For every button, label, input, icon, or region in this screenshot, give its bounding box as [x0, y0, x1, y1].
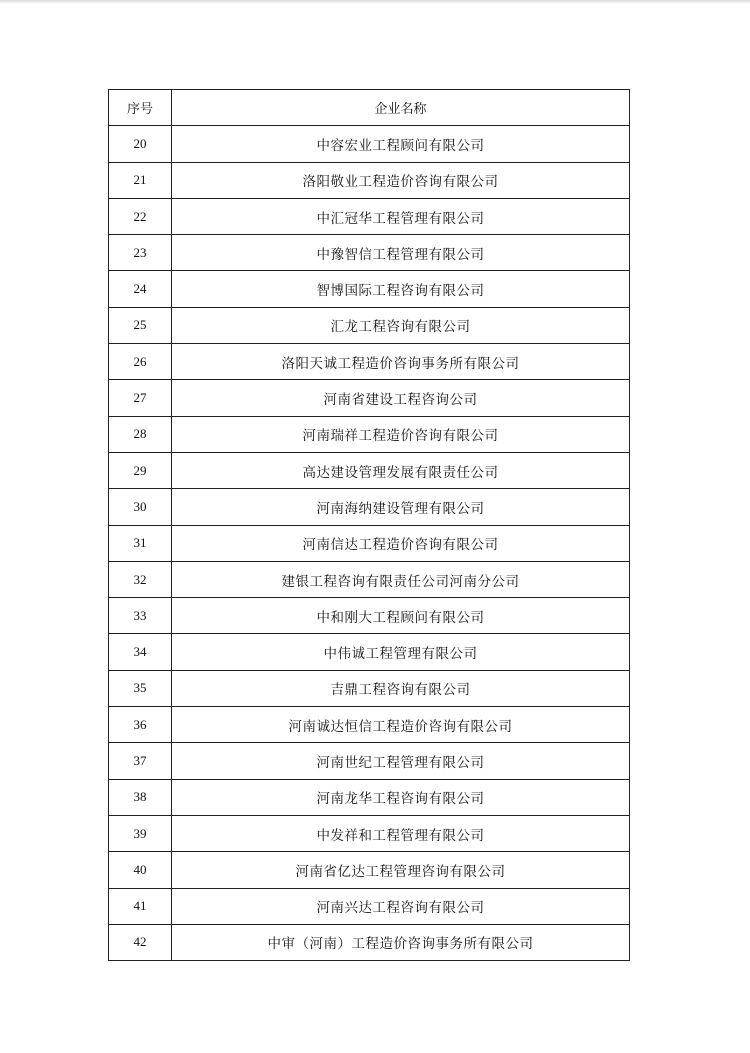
row-number: 26 — [109, 344, 172, 380]
table-row — [109, 416, 630, 452]
table-row — [109, 525, 630, 561]
table-row — [109, 344, 630, 380]
row-number: 36 — [109, 707, 172, 743]
row-number: 31 — [109, 525, 172, 561]
header-name: 企业名称 — [172, 90, 630, 126]
table-body — [109, 126, 630, 961]
row-number: 30 — [109, 489, 172, 525]
company-name: 中汇冠华工程管理有限公司 — [172, 198, 630, 234]
row-number: 40 — [109, 852, 172, 888]
row-number: 20 — [109, 126, 172, 162]
company-name: 河南兴达工程咨询有限公司 — [172, 888, 630, 924]
row-number: 27 — [109, 380, 172, 416]
row-number: 41 — [109, 888, 172, 924]
table-row — [109, 235, 630, 271]
company-name: 洛阳天诚工程造价咨询事务所有限公司 — [172, 344, 630, 380]
row-number: 32 — [109, 561, 172, 597]
row-number: 22 — [109, 198, 172, 234]
company-name: 智博国际工程咨询有限公司 — [172, 271, 630, 307]
company-name: 高达建设管理发展有限责任公司 — [172, 452, 630, 488]
row-number: 29 — [109, 452, 172, 488]
company-name: 河南诚达恒信工程造价咨询有限公司 — [172, 707, 630, 743]
row-number: 25 — [109, 307, 172, 343]
company-name: 汇龙工程咨询有限公司 — [172, 307, 630, 343]
page-top-edge — [0, 0, 750, 4]
company-name: 中伟诚工程管理有限公司 — [172, 634, 630, 670]
company-table-wrapper — [108, 89, 629, 961]
row-number: 21 — [109, 162, 172, 198]
company-name: 中审（河南）工程造价咨询事务所有限公司 — [172, 924, 630, 960]
table-row — [109, 670, 630, 706]
company-name: 河南省亿达工程管理咨询有限公司 — [172, 852, 630, 888]
table-row — [109, 598, 630, 634]
row-number: 35 — [109, 670, 172, 706]
row-number: 23 — [109, 235, 172, 271]
row-number: 24 — [109, 271, 172, 307]
header-number: 序号 — [109, 90, 172, 126]
row-number: 39 — [109, 815, 172, 851]
company-name: 中豫智信工程管理有限公司 — [172, 235, 630, 271]
table-row — [109, 126, 630, 162]
table-row — [109, 307, 630, 343]
company-name: 河南瑞祥工程造价咨询有限公司 — [172, 416, 630, 452]
row-number: 28 — [109, 416, 172, 452]
table-row — [109, 924, 630, 960]
table-row — [109, 888, 630, 924]
company-name: 中和刚大工程顾问有限公司 — [172, 598, 630, 634]
table-row — [109, 852, 630, 888]
table-row — [109, 561, 630, 597]
table-row — [109, 271, 630, 307]
company-name: 河南省建设工程咨询公司 — [172, 380, 630, 416]
table-header-row — [109, 90, 630, 126]
company-table — [108, 89, 630, 961]
row-number: 34 — [109, 634, 172, 670]
row-number: 42 — [109, 924, 172, 960]
company-name: 河南信达工程造价咨询有限公司 — [172, 525, 630, 561]
table-row — [109, 815, 630, 851]
company-name: 河南海纳建设管理有限公司 — [172, 489, 630, 525]
company-name: 洛阳敬业工程造价咨询有限公司 — [172, 162, 630, 198]
table-row — [109, 707, 630, 743]
company-name: 吉鼎工程咨询有限公司 — [172, 670, 630, 706]
company-name: 河南世纪工程管理有限公司 — [172, 743, 630, 779]
table-row — [109, 452, 630, 488]
company-name: 中容宏业工程顾问有限公司 — [172, 126, 630, 162]
company-name: 建银工程咨询有限责任公司河南分公司 — [172, 561, 630, 597]
table-row — [109, 634, 630, 670]
table-row — [109, 489, 630, 525]
row-number: 37 — [109, 743, 172, 779]
table-row — [109, 162, 630, 198]
table-row — [109, 743, 630, 779]
row-number: 33 — [109, 598, 172, 634]
company-name: 中发祥和工程管理有限公司 — [172, 815, 630, 851]
table-row — [109, 779, 630, 815]
company-name: 河南龙华工程咨询有限公司 — [172, 779, 630, 815]
table-row — [109, 380, 630, 416]
row-number: 38 — [109, 779, 172, 815]
table-row — [109, 198, 630, 234]
